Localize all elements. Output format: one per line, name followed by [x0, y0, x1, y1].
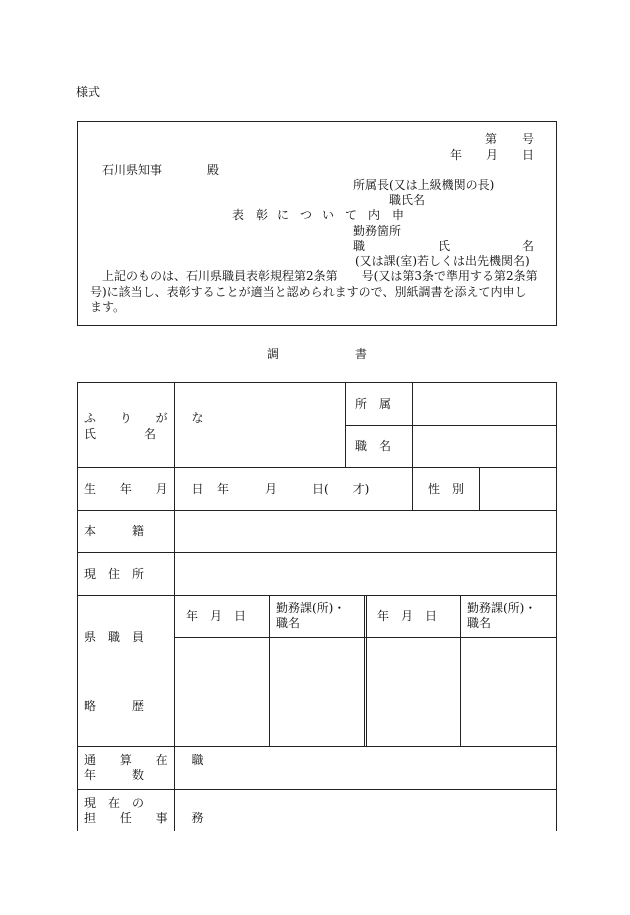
sender-dept: 所属長(又は上級機関の長)	[353, 178, 495, 192]
application-title-char: て	[345, 208, 358, 222]
table-rule	[77, 510, 557, 511]
sender-title-name: 職氏名	[389, 193, 426, 207]
address-label: 現 住 所	[84, 567, 145, 581]
application-title-char: 申	[392, 208, 405, 222]
workplace-label: 勤務箇所	[353, 224, 402, 238]
birth-year: 年	[217, 482, 230, 496]
table-rule	[77, 382, 557, 383]
position-label: 職	[353, 239, 366, 253]
table-rule	[460, 595, 461, 746]
application-body-line: 号)に該当し、表彰することが適当と認められますので、別紙調書を添えて内申し	[90, 285, 527, 299]
career-label-bottom: 略 歴	[84, 699, 145, 713]
application-title-char: い	[322, 208, 335, 222]
date-year: 年	[450, 148, 463, 162]
service-years-label: 通 算 在 職	[84, 753, 214, 767]
name-mei: 名	[522, 239, 535, 253]
career-dept-header: 勤務課(所)・	[467, 601, 537, 615]
table-rule	[77, 595, 557, 596]
report-title-right: 書	[355, 347, 368, 361]
table-rule	[364, 595, 365, 746]
table-rule	[345, 382, 346, 467]
table-rule	[366, 595, 367, 746]
date-day: 日	[522, 148, 535, 162]
table-rule	[345, 425, 557, 426]
report-title-left: 調	[267, 347, 280, 361]
name-label: 氏 名	[84, 427, 157, 441]
career-dept-header: 勤務課(所)・	[276, 601, 346, 615]
form-label: 様式	[76, 85, 101, 99]
table-rule	[77, 467, 557, 468]
application-title-char: 表	[232, 208, 245, 222]
table-rule	[479, 467, 480, 510]
number-go: 号	[522, 132, 535, 146]
addressee-honorific: 殿	[207, 163, 220, 177]
table-rule	[412, 382, 413, 467]
table-border-right	[556, 382, 557, 831]
affiliation-label: 所 属	[355, 397, 392, 411]
application-body-line: 上記のものは、石川県職員表彰規程第2条第 号(又は第3条で準用する第2条第	[102, 269, 538, 283]
current-duty-label: 担 任 事 務	[84, 811, 214, 825]
table-rule	[77, 789, 557, 790]
birth-day-age: 日( 才)	[312, 482, 370, 496]
date-month: 月	[486, 148, 499, 162]
job-title-label: 職 名	[355, 439, 392, 453]
sex-label: 性 別	[428, 482, 465, 496]
career-dept-header: 職名	[276, 616, 301, 630]
table-rule	[77, 552, 557, 553]
table-rule	[269, 595, 270, 746]
career-ymd-header: 年 月 日	[186, 609, 247, 623]
application-title-char: つ	[300, 208, 313, 222]
application-title-char: 彰	[256, 208, 269, 222]
table-border-left	[77, 382, 78, 831]
addressee: 石川県知事	[102, 163, 163, 177]
table-rule	[77, 746, 557, 747]
table-rule	[412, 467, 413, 510]
birth-label: 生 年 月 日	[84, 482, 214, 496]
career-dept-header: 職名	[467, 616, 492, 630]
position-note: (又は課(室)若しくは出先機関名)	[355, 254, 530, 268]
number-dai: 第	[485, 132, 498, 146]
domicile-label: 本 籍	[84, 524, 145, 538]
career-label-top: 県 職 員	[84, 630, 145, 644]
application-title-char: 内	[368, 208, 381, 222]
application-title-char: に	[277, 208, 290, 222]
name-uji: 氏	[438, 239, 451, 253]
current-duty-label: 現 在 の	[84, 796, 145, 810]
application-body-line: ます。	[90, 300, 126, 314]
birth-month: 月	[265, 482, 278, 496]
furigana-label: ふ り が な	[84, 411, 214, 425]
service-years-label: 年 数	[84, 768, 145, 782]
career-ymd-header: 年 月 日	[377, 609, 438, 623]
